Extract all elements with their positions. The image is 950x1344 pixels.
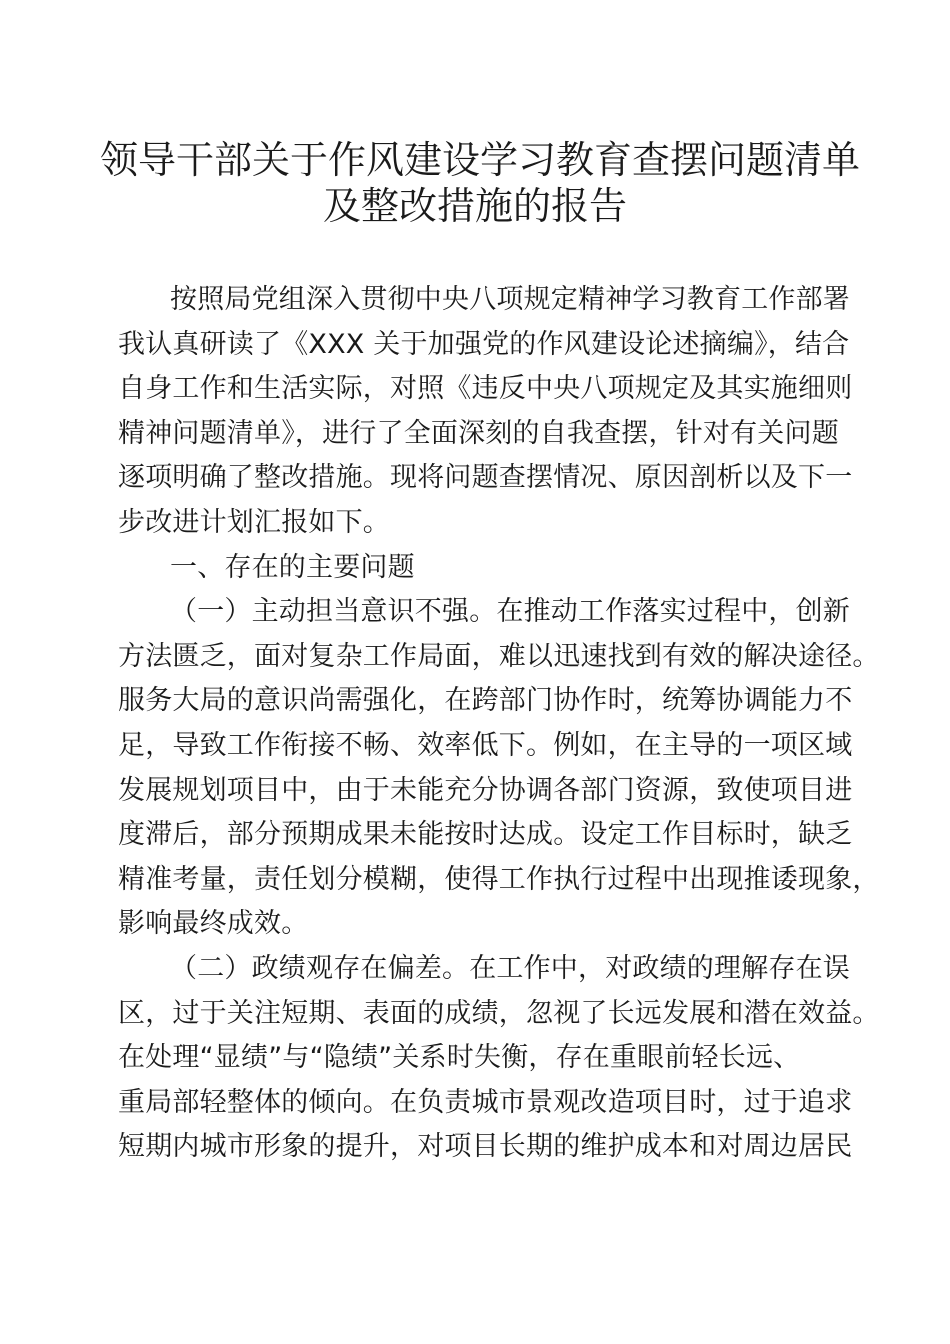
- document-body: [118, 278, 880, 1170]
- paragraph-line: 发展规划项目中，由于未能充分协调各部门资源，致使项目进: [118, 774, 853, 806]
- paragraph-line: 在处理“显绩”与“隐绩”关系时失衡，存在重眼前轻长远、: [118, 1042, 801, 1074]
- paragraph-line: 精准考量，责任划分模糊，使得工作执行过程中出现推诿现象，: [118, 863, 880, 895]
- section-heading: 一、存在的主要问题: [170, 551, 415, 583]
- paragraph-line: （二）政绩观存在偏差。在工作中，对政绩的理解存在误: [170, 952, 850, 984]
- document-title-line-2: 及整改措施的报告: [322, 184, 627, 228]
- paragraph-line: 度滞后，部分预期成果未能按时达成。设定工作目标时，缺乏: [118, 819, 853, 851]
- paragraph-line: 自身工作和生活实际，对照《违反中央八项规定及其实施细则: [118, 373, 853, 405]
- paragraph-line: 精神问题清单》，进行了全面深刻的自我查摆，针对有关问题: [118, 417, 839, 449]
- paragraph-line: （一）主动担当意识不强。在推动工作落实过程中，创新: [170, 596, 850, 628]
- paragraph-line: 重局部轻整体的倾向。在负责城市景观改造项目时，过于追求: [118, 1086, 853, 1118]
- paragraph-line: 步改进计划汇报如下。: [118, 506, 390, 538]
- paragraph-line: 区，过于关注短期、表面的成绩，忽视了长远发展和潜在效益。: [118, 997, 880, 1029]
- paragraph-line: 影响最终成效。: [118, 908, 309, 940]
- paragraph-line: 足，导致工作衔接不畅、效率低下。例如，在主导的一项区域: [118, 729, 853, 761]
- document-title-line-1: 领导干部关于作风建设学习教育查摆问题清单: [100, 138, 861, 182]
- paragraph-line: 服务大局的意识尚需强化，在跨部门协作时，统筹协调能力不: [118, 685, 853, 717]
- paragraph-line: 逐项明确了整改措施。现将问题查摆情况、原因剖析以及下一: [118, 462, 853, 494]
- paragraph-line: 按照局党组深入贯彻中央八项规定精神学习教育工作部署: [170, 284, 850, 315]
- paragraph-line: 我认真研读了《XXX 关于加强党的作风建设论述摘编》，结合: [118, 328, 850, 360]
- paragraph-line: 短期内城市形象的提升，对项目长期的维护成本和对周边居民: [118, 1131, 853, 1163]
- paragraph-line: 方法匮乏，面对复杂工作局面，难以迅速找到有效的解决途径。: [118, 640, 880, 672]
